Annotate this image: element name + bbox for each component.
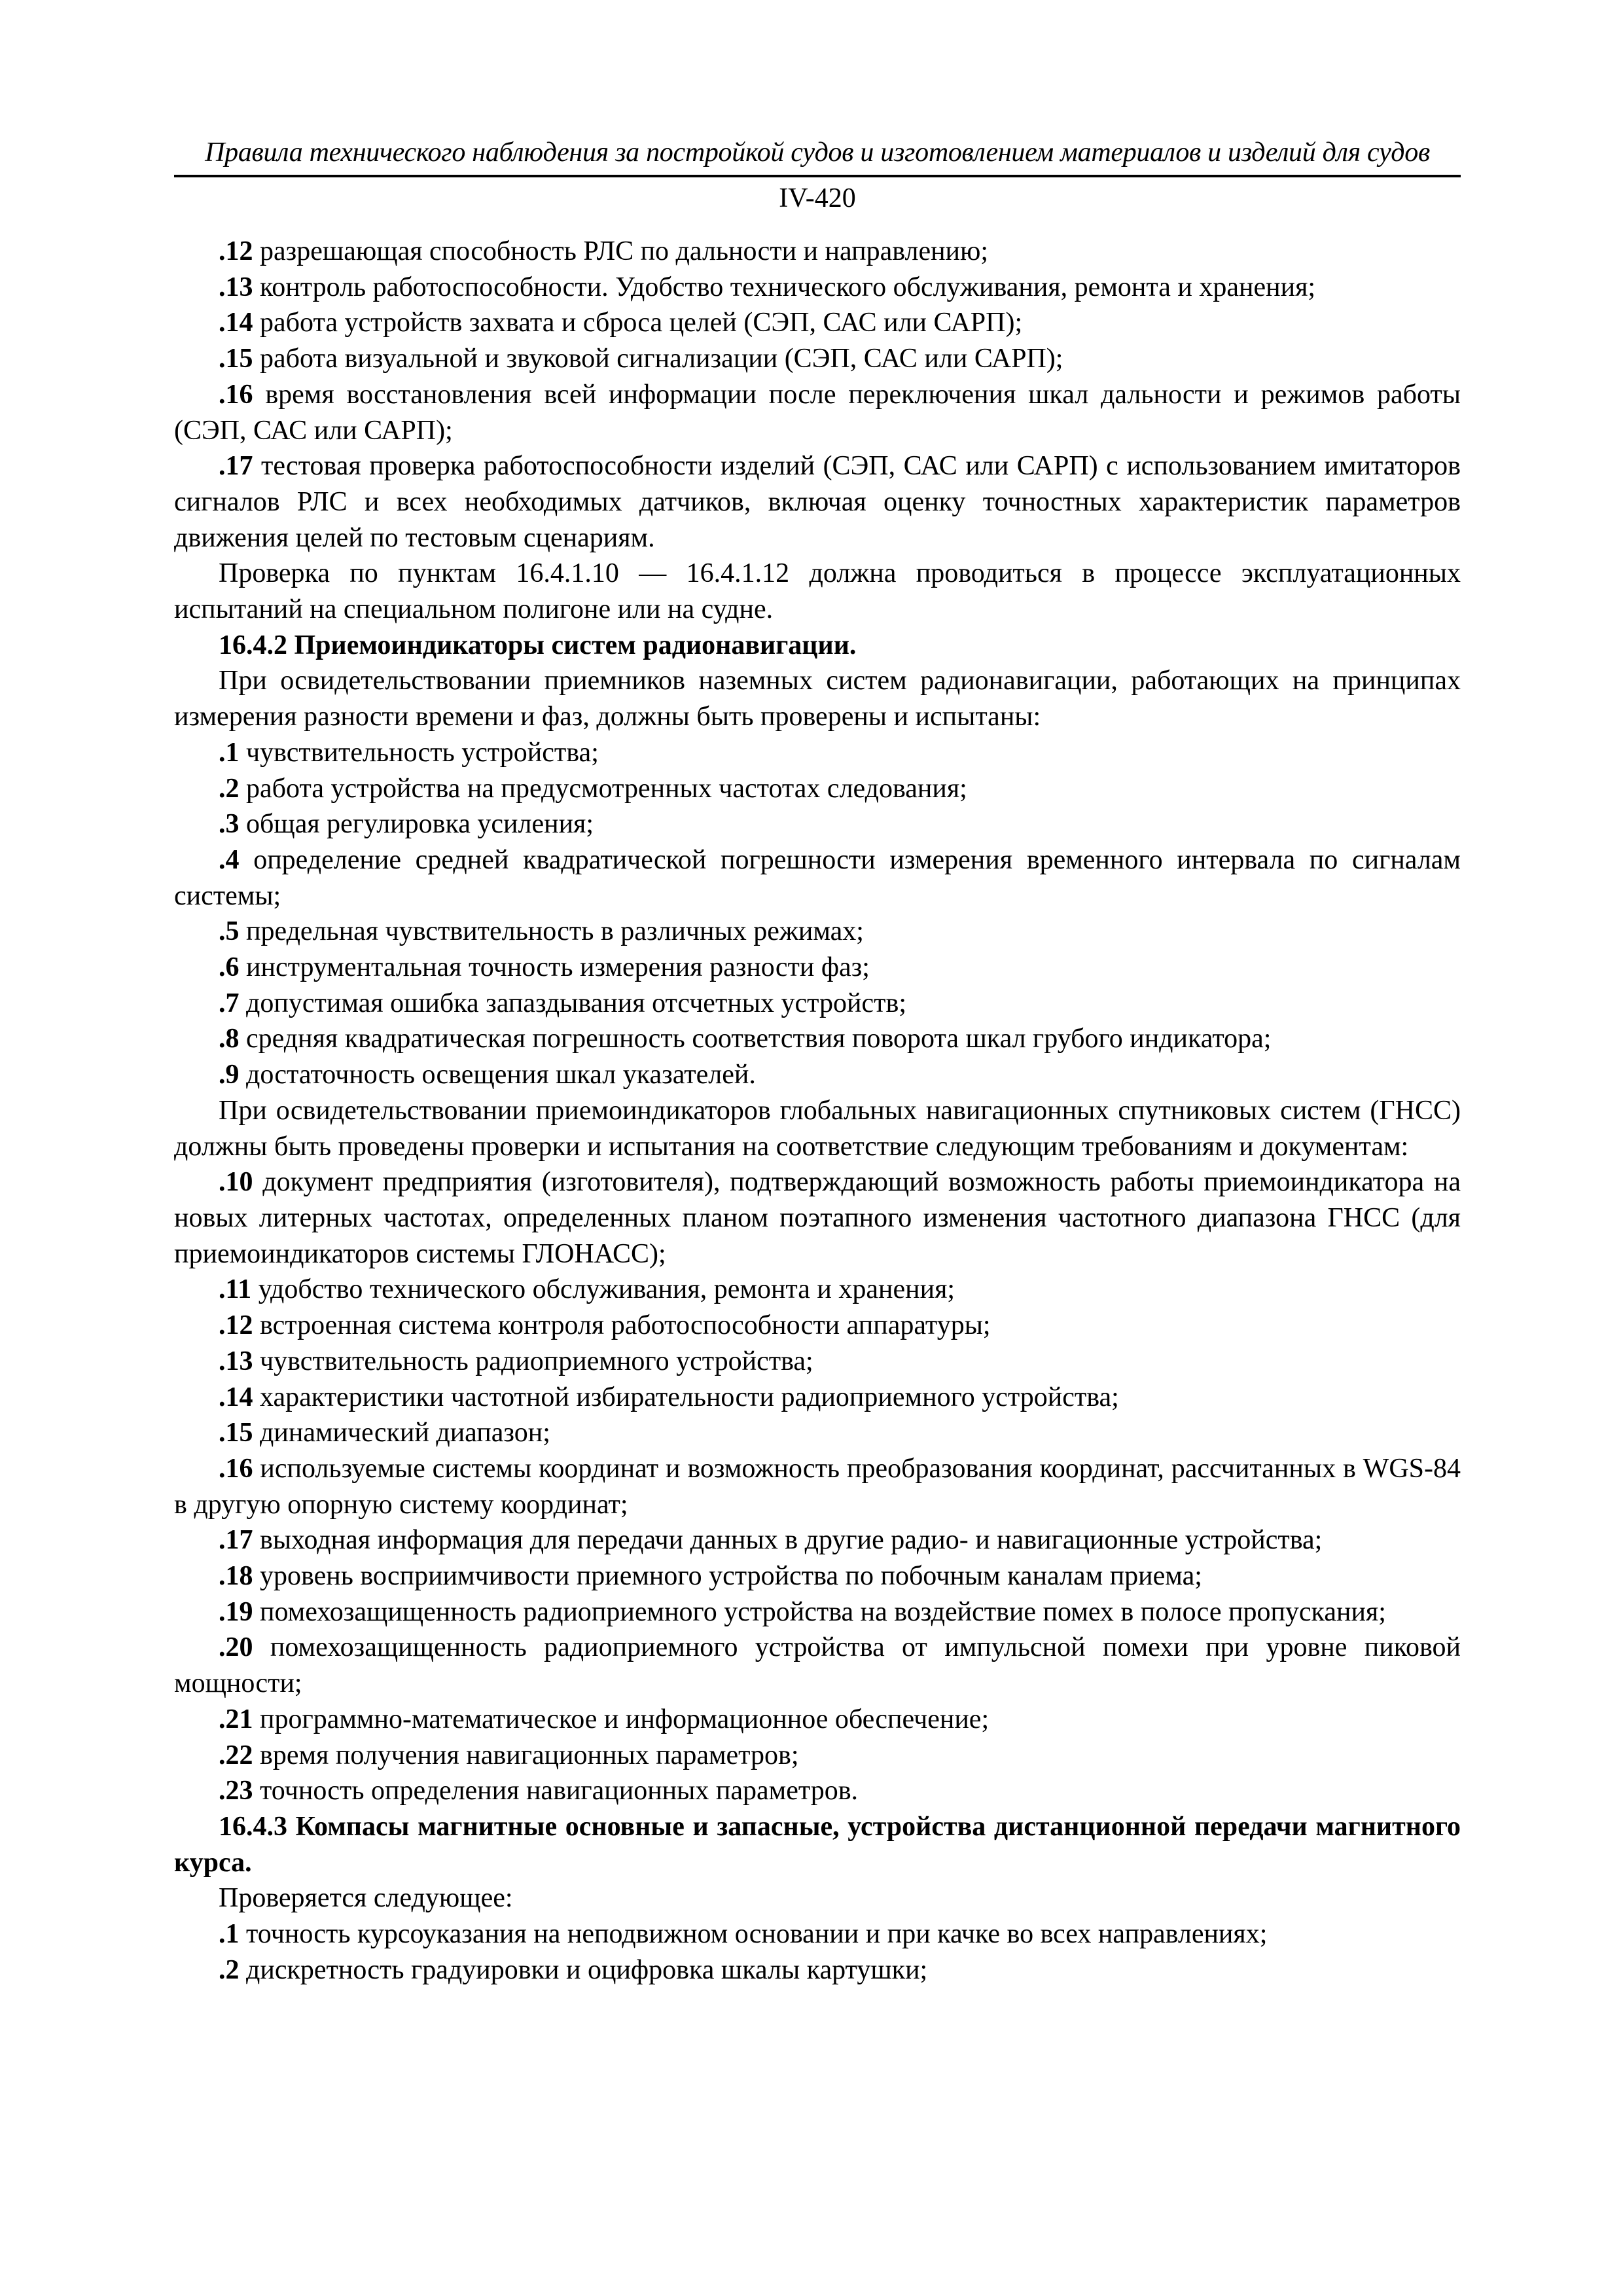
paragraph-text: 16.4.3 Компасы магнитные основные и запасные, устройства дистанционной передачи магнитного курса.: [174, 1811, 1461, 1878]
paragraph: [174, 1522, 1461, 1558]
paragraph: [174, 806, 1461, 842]
item-number: .2: [219, 773, 240, 804]
document-page: [174, 134, 1461, 1988]
section-heading: [174, 1809, 1461, 1880]
paragraph: [174, 986, 1461, 1022]
item-number: .9: [219, 1060, 240, 1090]
paragraph: [174, 1093, 1461, 1164]
item-number: .1: [219, 737, 240, 768]
paragraph: [174, 1630, 1461, 1701]
item-number: .1: [219, 1919, 240, 1950]
item-number: .12: [219, 1310, 253, 1341]
item-number: .19: [219, 1596, 253, 1627]
item-number: .13: [219, 272, 253, 302]
item-number: .18: [219, 1561, 253, 1592]
paragraph: [174, 270, 1461, 306]
paragraph: [174, 1272, 1461, 1308]
paragraph-text: При освидетельствовании приемоиндикаторов глобальных навигационных спутниковых систем (ГНСС) должны быть проведены проверки и испытания на соответствие следующим требованиям и документам:: [174, 1095, 1461, 1162]
paragraph-text: разрешающая способность РЛС по дальности и направлению;: [253, 236, 989, 266]
item-number: .15: [219, 344, 253, 374]
paragraph-text: допустимая ошибка запаздывания отсчетных устройств;: [239, 988, 906, 1018]
paragraph: [174, 735, 1461, 771]
paragraph-text: динамический диапазон;: [253, 1418, 550, 1448]
section-heading: [174, 628, 1461, 664]
paragraph-text: помехозащищенность радиоприемного устройства от импульсной помехи при уровне пиковой мощности;: [174, 1632, 1461, 1699]
paragraph-text: определение средней квадратической погрешности измерения временного интервала по сигналам системы;: [174, 844, 1461, 911]
paragraph-text: характеристики частотной избирательности радиоприемного устройства;: [253, 1382, 1119, 1412]
paragraph: [174, 914, 1461, 950]
paragraph: [174, 1451, 1461, 1522]
paragraph-text: При освидетельствовании приемников наземных систем радионавигации, работающих на принципах измерения разности времени и фаз, должны быть проверены и испытаны:: [174, 666, 1461, 732]
item-number: .16: [219, 379, 253, 410]
item-number: .3: [219, 809, 240, 840]
paragraph: [174, 448, 1461, 556]
paragraph: [174, 377, 1461, 448]
item-number: .16: [219, 1453, 253, 1484]
paragraph-text: достаточность освещения шкал указателей.: [239, 1060, 756, 1090]
paragraph-text: точность определения навигационных параметров.: [253, 1776, 859, 1806]
item-number: .14: [219, 308, 253, 338]
item-number: .7: [219, 988, 240, 1018]
paragraph-text: предельная чувствительность в различных режимах;: [239, 916, 864, 947]
paragraph: [174, 771, 1461, 807]
item-number: .20: [219, 1632, 253, 1663]
item-number: .2: [219, 1954, 240, 1985]
running-header: Правила технического наблюдения за постройкой судов и изготовлением материалов и изделий для судов: [205, 137, 1430, 168]
paragraph: [174, 1702, 1461, 1738]
paragraph: [174, 1057, 1461, 1093]
paragraph: [174, 234, 1461, 270]
item-number: .14: [219, 1382, 253, 1412]
paragraph: [174, 1415, 1461, 1451]
paragraph-text: чувствительность устройства;: [239, 737, 599, 768]
paragraph: [174, 950, 1461, 986]
paragraph-text: дискретность градуировки и оцифровка шкалы картушки;: [239, 1954, 928, 1985]
item-number: .17: [219, 1525, 253, 1556]
item-number: .4: [219, 844, 240, 875]
item-number: .8: [219, 1024, 240, 1054]
paragraph-text: инструментальная точность измерения разности фаз;: [239, 952, 870, 983]
item-number: .5: [219, 916, 240, 947]
item-number: .15: [219, 1418, 253, 1448]
paragraph-text: 16.4.2 Приемоиндикаторы систем радионавигации.: [219, 630, 857, 660]
paragraph: [174, 1164, 1461, 1272]
paragraph-text: выходная информация для передачи данных в другие радио- и навигационные устройства;: [253, 1525, 1323, 1556]
paragraph: [174, 1916, 1461, 1952]
item-number: .17: [219, 451, 253, 482]
paragraph: [174, 1380, 1461, 1416]
paragraph-text: общая регулировка усиления;: [239, 809, 594, 840]
paragraph: [174, 842, 1461, 914]
paragraph: [174, 1773, 1461, 1809]
paragraph-text: Проверяется следующее:: [219, 1883, 513, 1914]
paragraph-text: работа визуальной и звуковой сигнализации (СЭП, САС или САРП);: [253, 344, 1063, 374]
paragraph: [174, 1952, 1461, 1988]
paragraph-text: помехозащищенность радиоприемного устройства на воздействие помех в полосе пропускания;: [253, 1596, 1386, 1627]
paragraph-text: Проверка по пунктам 16.4.1.10 — 16.4.1.12 должна проводиться в процессе эксплуатационных испытаний на специальном полигоне или на судне.: [174, 558, 1461, 625]
paragraph-text: программно-математическое и информационное обеспечение;: [253, 1704, 990, 1734]
paragraph-text: чувствительность радиоприемного устройства;: [253, 1346, 813, 1376]
page-number: IV-420: [779, 183, 856, 213]
paragraph-text: документ предприятия (изготовителя), подтверждающий возможность работы приемоиндикатора на новых литерных частотах, определенных планом поэтапного изменения частотного диапазона ГНСС (для приемоиндикаторов системы ГЛОНАСС);: [174, 1167, 1461, 1269]
paragraph: [174, 663, 1461, 734]
paragraph-text: уровень восприимчивости приемного устройства по побочным каналам приема;: [253, 1561, 1202, 1592]
paragraph: [174, 1880, 1461, 1916]
paragraph-text: используемые системы координат и возможность преобразования координат, рассчитанных в WGS-84 в другую опорную систему координат;: [174, 1453, 1461, 1520]
paragraph: [174, 305, 1461, 341]
item-number: .22: [219, 1740, 253, 1770]
paragraph: [174, 1021, 1461, 1057]
item-number: .12: [219, 236, 253, 266]
item-number: .13: [219, 1346, 253, 1376]
item-number: .21: [219, 1704, 253, 1734]
paragraph-text: работа устройства на предусмотренных частотах следования;: [239, 773, 967, 804]
paragraph: [174, 1558, 1461, 1594]
item-number: .11: [219, 1274, 252, 1305]
paragraph-text: работа устройств захвата и сброса целей (СЭП, САС или САРП);: [253, 308, 1023, 338]
paragraph: [174, 1344, 1461, 1380]
item-number: .23: [219, 1776, 253, 1806]
paragraph-text: средняя квадратическая погрешность соответствия поворота шкал грубого индикатора;: [239, 1024, 1272, 1054]
paragraph-text: контроль работоспособности. Удобство технического обслуживания, ремонта и хранения;: [253, 272, 1316, 302]
paragraph: [174, 1308, 1461, 1344]
item-number: .10: [219, 1167, 253, 1198]
paragraph: [174, 341, 1461, 377]
paragraph-text: тестовая проверка работоспособности изделий (СЭП, САС или САРП) с использованием имитаторов сигналов РЛС и всех необходимых датчиков, включая оценку точностных характеристик параметров движения целей по тестовым сценариям.: [174, 451, 1461, 553]
paragraph-text: встроенная система контроля работоспособности аппаратуры;: [253, 1310, 991, 1341]
paragraph-text: удобство технического обслуживания, ремонта и хранения;: [251, 1274, 955, 1305]
paragraph-text: время получения навигационных параметров;: [253, 1740, 799, 1770]
item-number: .6: [219, 952, 240, 983]
paragraph: [174, 1738, 1461, 1774]
paragraph-text: время восстановления всей информации после переключения шкал дальности и режимов работы (СЭП, САС или САРП);: [174, 379, 1461, 446]
paragraph-text: точность курсоуказания на неподвижном основании и при качке во всех направлениях;: [239, 1919, 1268, 1950]
paragraph: [174, 1594, 1461, 1630]
body-text: [174, 234, 1461, 1988]
paragraph: [174, 556, 1461, 627]
